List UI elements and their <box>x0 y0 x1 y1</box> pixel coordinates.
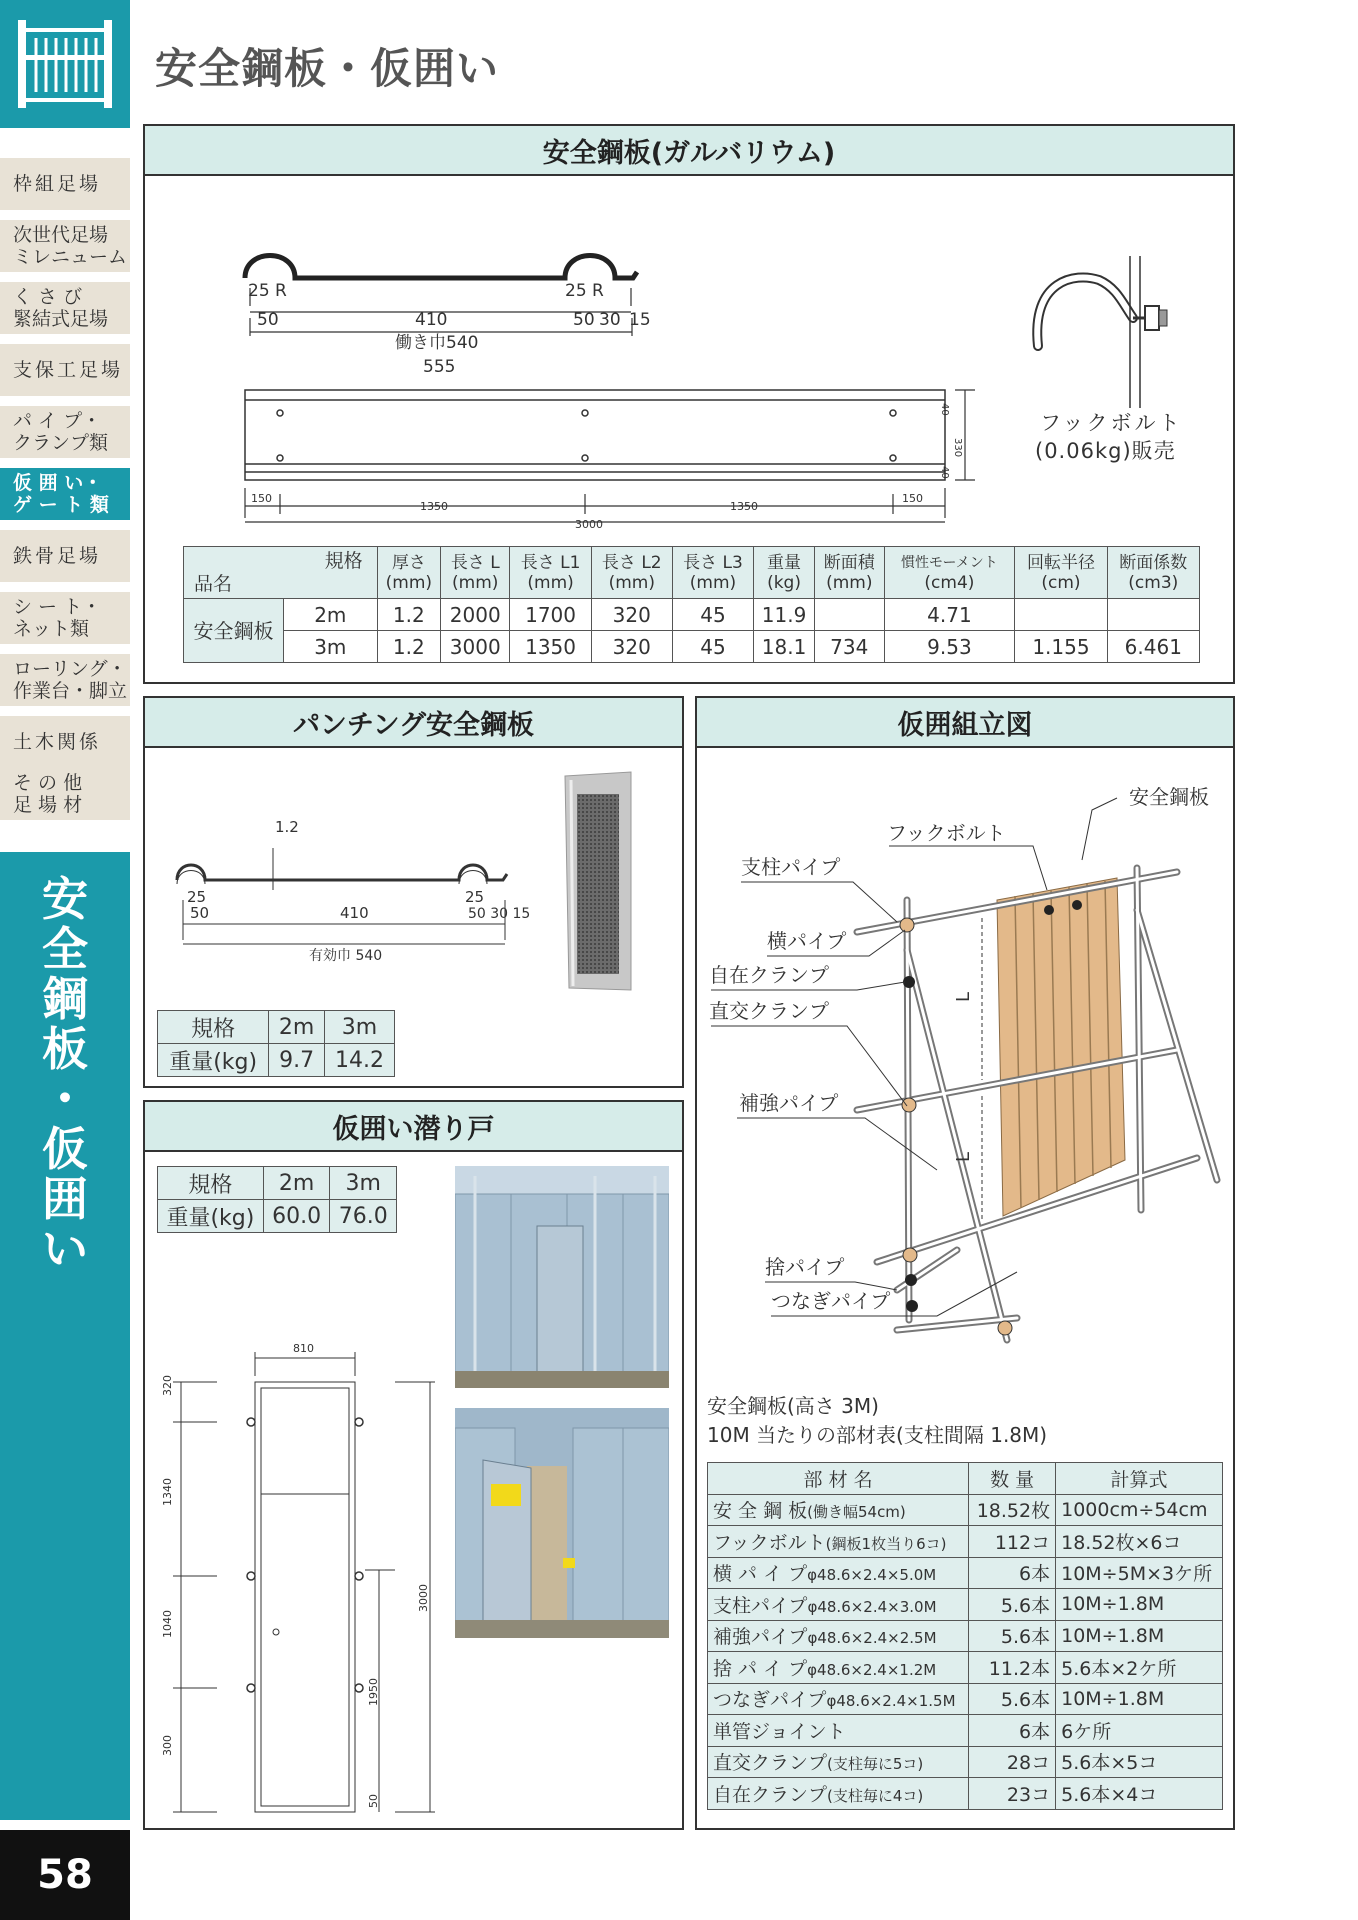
spec-cell: 9.53 <box>884 631 1015 663</box>
profile-w50a: 50 <box>257 310 279 330</box>
spec-header <box>1015 547 1107 599</box>
label-brace-pipe: 補強パイプ <box>739 1091 839 1115</box>
door-h1340: 1340 <box>161 1478 174 1506</box>
sidebar-item-label: ネット類 <box>13 618 90 640</box>
parts-qty: 5.6本 <box>969 1620 1056 1652</box>
punch-r1: 25 <box>187 888 207 906</box>
sidebar-item-label: 支保工足場 <box>13 359 124 381</box>
punch-w410: 410 <box>340 904 369 922</box>
profile-total-width: 555 <box>423 357 456 377</box>
profile-w30: 30 <box>599 310 621 330</box>
spec-cell: 1700 <box>510 599 591 631</box>
label-horizontal-pipe: 横パイプ <box>767 929 847 953</box>
parts-spec: (働き幅54cm) <box>807 1503 906 1522</box>
spec-cell: 6.461 <box>1107 631 1199 663</box>
parts-header-qty: 数 量 <box>969 1463 1056 1495</box>
parts-formula: 6ケ所 <box>1056 1715 1223 1747</box>
assembly-panel <box>695 696 1235 1830</box>
spec-header-unit: (cm4) <box>924 572 975 593</box>
plate-h40b: 40 <box>939 466 950 479</box>
spec-cell: 320 <box>591 599 672 631</box>
banner-char: 囲 <box>42 1172 88 1226</box>
parts-header-name: 部 材 名 <box>708 1463 969 1495</box>
spec-cell: 1.155 <box>1015 631 1107 663</box>
assembly-L2: L <box>953 1151 974 1162</box>
parts-name-cell <box>708 1494 969 1526</box>
punch-spec-label: 規格 <box>158 1011 269 1044</box>
parts-formula: 10M÷1.8M <box>1056 1683 1223 1715</box>
door-h300: 300 <box>161 1735 174 1756</box>
spec-cell: 18.1 <box>754 631 815 663</box>
section-banner <box>0 852 130 1820</box>
spec-cell: 3000 <box>441 631 510 663</box>
fence-icon <box>0 0 130 128</box>
sidebar-item-1[interactable] <box>0 220 130 272</box>
parts-row <box>708 1620 1223 1652</box>
spec-size: 3m <box>284 631 378 663</box>
parts-name-cell <box>708 1652 969 1684</box>
page-number: 58 <box>0 1830 130 1920</box>
parts-table <box>707 1462 1223 1810</box>
sidebar-item-label: く さ び <box>13 286 83 308</box>
door-h1040: 1040 <box>161 1610 174 1638</box>
steel-plates <box>997 878 1125 1216</box>
door-w810: 810 <box>293 1342 314 1355</box>
sidebar-item-5[interactable] <box>0 468 130 520</box>
door-panel <box>143 1100 684 1830</box>
parts-qty: 28コ <box>969 1746 1056 1778</box>
label-hook-bolt: フックボルト <box>887 821 1006 845</box>
sidebar-item-0[interactable] <box>0 158 130 210</box>
sidebar-item-8[interactable] <box>0 654 130 706</box>
profile-r1: 25 R <box>248 281 287 301</box>
profile-w50b: 50 <box>573 310 595 330</box>
spec-header-label: 重量 <box>767 552 802 573</box>
parts-name: 支柱パイプ <box>713 1594 808 1617</box>
spec-header <box>814 547 884 599</box>
hook-bolt-icon <box>1037 256 1167 408</box>
spec-cell: 2000 <box>441 599 510 631</box>
sidebar-item-10[interactable] <box>0 768 130 820</box>
parts-formula: 18.52枚×6コ <box>1056 1526 1223 1558</box>
spec-header-unit: (cm3) <box>1128 572 1179 593</box>
spec-cell: 320 <box>591 631 672 663</box>
sidebar-item-label: 土木関係 <box>13 731 102 753</box>
spec-header-unit: (mm) <box>826 572 873 593</box>
label-stake-pipe: 捨パイプ <box>765 1255 845 1279</box>
spec-header-label: 慣性モーメント <box>901 554 998 571</box>
profile-w15: 15 <box>629 310 651 330</box>
punch-weight-2m: 9.7 <box>269 1044 325 1077</box>
banner-char: 鋼 <box>42 972 88 1026</box>
spec-cell: 11.9 <box>754 599 815 631</box>
plate-d1350a: 1350 <box>420 500 448 513</box>
spec-header <box>754 547 815 599</box>
assembly-drawing <box>697 750 1233 1370</box>
parts-name-cell <box>708 1589 969 1621</box>
parts-qty: 23コ <box>969 1778 1056 1810</box>
parts-name-cell <box>708 1746 969 1778</box>
spec-header-unit: (mm) <box>452 572 499 593</box>
spec-cell: 734 <box>814 631 884 663</box>
label-post-pipe: 支柱パイプ <box>741 855 841 879</box>
label-tie-pipe: つなぎパイプ <box>771 1289 891 1313</box>
sidebar-item-label: 仮 囲 い・ <box>13 472 103 494</box>
parts-qty: 18.52枚 <box>969 1494 1056 1526</box>
parts-qty: 112コ <box>969 1526 1056 1558</box>
spec-header <box>441 547 510 599</box>
spec-header <box>884 547 1015 599</box>
parts-spec: (鋼板1枚当り6コ) <box>825 1534 947 1553</box>
parts-name-cell <box>708 1683 969 1715</box>
spec-header-label: 長さ L <box>450 552 500 573</box>
sidebar-item-label: ローリング・ <box>13 658 127 680</box>
profile-r2: 25 R <box>565 281 604 301</box>
spec-header <box>377 547 440 599</box>
plate-d1350b: 1350 <box>730 500 758 513</box>
sidebar-item-3[interactable] <box>0 344 130 396</box>
parts-row <box>708 1589 1223 1621</box>
sidebar-item-label: パ イ プ・ <box>13 410 102 432</box>
door-photo-closed <box>455 1166 669 1388</box>
spec-header-label: 長さ L3 <box>683 552 743 573</box>
sidebar-item-label: シ ー ト・ <box>13 596 102 618</box>
door-weight-label: 重量(kg) <box>158 1200 264 1233</box>
sidebar-item-label: 枠組足場 <box>13 173 102 195</box>
sidebar-item-9[interactable] <box>0 716 130 768</box>
sidebar-item-label: そ の 他 <box>13 772 83 794</box>
spec-header-label: 断面積 <box>823 552 875 573</box>
assembly-title: 仮囲組立図 <box>697 698 1233 748</box>
sidebar-item-label: 緊結式足場 <box>13 308 109 330</box>
parts-name-cell <box>708 1715 969 1747</box>
spec-header <box>1107 547 1199 599</box>
plate-h40a: 40 <box>939 403 950 416</box>
spec-cell: 4.71 <box>884 599 1015 631</box>
punching-title: パンチング安全鋼板 <box>145 698 682 748</box>
galvalume-title: 安全鋼板(ガルバリウム) <box>145 126 1233 176</box>
hook-caption-2: (0.06kg)販売 <box>1035 439 1176 463</box>
door-h320: 320 <box>161 1375 174 1396</box>
spec-header <box>510 547 591 599</box>
banner-char: ・ <box>42 1072 88 1126</box>
assembly-L1: L <box>953 991 974 1002</box>
parts-row <box>708 1715 1223 1747</box>
parts-name: 単管ジョイント <box>713 1720 846 1743</box>
spec-header-label: 回転半径 <box>1026 552 1095 573</box>
parts-formula: 10M÷1.8M <box>1056 1589 1223 1621</box>
parts-spec: φ48.6×2.4×1.2M <box>807 1660 937 1679</box>
sidebar-item-label: 鉄骨足場 <box>13 545 102 567</box>
parts-spec: φ48.6×2.4×1.5M <box>826 1692 956 1711</box>
parts-name-cell <box>708 1778 969 1810</box>
punch-size-2m: 2m <box>269 1011 325 1044</box>
parts-formula: 10M÷1.8M <box>1056 1620 1223 1652</box>
door-weight-2m: 60.0 <box>263 1200 330 1233</box>
parts-formula: 5.6本×4コ <box>1056 1778 1223 1810</box>
plate-h330: 330 <box>952 438 963 458</box>
spec-header-unit: (mm) <box>608 572 655 593</box>
parts-name-cell <box>708 1526 969 1558</box>
punch-w-right: 50 30 15 <box>468 906 531 922</box>
parts-qty: 6本 <box>969 1557 1056 1589</box>
parts-spec: φ48.6×2.4×2.5M <box>807 1629 937 1648</box>
parts-row <box>708 1683 1223 1715</box>
parts-name-cell <box>708 1620 969 1652</box>
sidebar-item-label: 足 場 材 <box>13 794 83 816</box>
spec-header <box>591 547 672 599</box>
parts-row <box>708 1778 1223 1810</box>
parts-name-cell <box>708 1557 969 1589</box>
assembly-note <box>707 1392 1047 1450</box>
punch-r2: 25 <box>465 888 485 906</box>
parts-spec: φ48.6×2.4×5.0M <box>807 1566 937 1585</box>
door-drawing <box>145 1322 445 1822</box>
spec-row <box>184 599 1200 631</box>
parts-row <box>708 1652 1223 1684</box>
page-title: 安全鋼板・仮囲い <box>155 44 500 93</box>
plate-d3000: 3000 <box>575 518 603 531</box>
label-steel-plate: 安全鋼板 <box>1129 785 1209 809</box>
parts-name: 自在クランプ <box>713 1783 828 1806</box>
parts-formula: 1000cm÷54cm <box>1056 1494 1223 1526</box>
galvalume-panel <box>143 124 1235 684</box>
sidebar-item-label: 次世代足場 <box>13 224 109 246</box>
parts-formula: 5.6本×2ケ所 <box>1056 1652 1223 1684</box>
spec-row <box>184 631 1200 663</box>
spec-header-unit: (kg) <box>767 572 801 593</box>
door-spec-label: 規格 <box>158 1167 264 1200</box>
label-swivel-clamp: 自在クランプ <box>709 963 829 987</box>
punch-effective: 有効巾 540 <box>309 948 383 964</box>
spec-header-unit: (mm) <box>689 572 737 593</box>
spec-header-unit: (mm) <box>385 572 433 593</box>
parts-qty: 5.6本 <box>969 1589 1056 1621</box>
door-size-3m: 3m <box>330 1167 397 1200</box>
section-banner-text <box>0 874 130 1274</box>
banner-char: 安 <box>42 872 88 926</box>
parts-formula: 10M÷5M×3ケ所 <box>1056 1557 1223 1589</box>
spec-header-unit: (cm) <box>1041 572 1081 593</box>
assembly-note-1: 安全鋼板(高さ 3M) <box>707 1394 879 1418</box>
sidebar-item-2[interactable] <box>0 282 130 334</box>
parts-formula: 5.6本×5コ <box>1056 1746 1223 1778</box>
door-photo-open <box>455 1408 669 1638</box>
spec-cell <box>814 599 884 631</box>
spec-cell: 1.2 <box>377 599 440 631</box>
door-h50: 50 <box>367 1794 380 1808</box>
spec-cell <box>1015 599 1107 631</box>
spec-header <box>672 547 753 599</box>
door-h1950: 1950 <box>367 1678 380 1706</box>
sidebar-item-label: クランプ類 <box>13 432 109 454</box>
banner-char: 全 <box>42 922 88 976</box>
sidebar-item-label: ゲ ー ト 類 <box>13 494 109 516</box>
plate-d150b: 150 <box>902 492 923 505</box>
category-logo <box>0 0 130 128</box>
door-weight-3m: 76.0 <box>330 1200 397 1233</box>
punching-drawing <box>145 750 682 1000</box>
assembly-note-2: 10M 当たりの部材表(支柱間隔 1.8M) <box>707 1423 1048 1447</box>
parts-name: つなぎパイプ <box>713 1689 827 1712</box>
door-h3000: 3000 <box>417 1584 430 1612</box>
spec-header-label: 長さ L2 <box>601 552 662 573</box>
punching-panel <box>143 696 684 1088</box>
banner-char: い <box>42 1222 88 1276</box>
punching-weight-table <box>157 1010 395 1077</box>
parts-spec: (支柱毎に5コ) <box>827 1755 924 1774</box>
parts-row <box>708 1557 1223 1589</box>
spec-cell: 45 <box>672 599 753 631</box>
parts-name: 横 パ イ プ <box>713 1563 808 1586</box>
punch-size-3m: 3m <box>324 1011 394 1044</box>
sidebar-item-label: 作業台・脚立 <box>13 680 128 702</box>
parts-spec: (支柱毎に4コ) <box>827 1786 924 1805</box>
parts-qty: 5.6本 <box>969 1683 1056 1715</box>
punch-weight-3m: 14.2 <box>324 1044 394 1077</box>
spec-header-unit: (mm) <box>527 572 574 593</box>
spec-cell <box>1107 599 1199 631</box>
label-fixed-clamp: 直交クランプ <box>709 999 829 1023</box>
hook-caption-1: フックボルト <box>1040 411 1183 435</box>
galvalume-spec-table <box>183 546 1200 663</box>
parts-qty: 11.2本 <box>969 1652 1056 1684</box>
parts-name: フックボルト <box>713 1531 826 1554</box>
door-title: 仮囲い潜り戸 <box>145 1102 682 1152</box>
banner-char: 仮 <box>42 1122 88 1176</box>
spec-cell: 45 <box>672 631 753 663</box>
parts-spec: φ48.6×2.4×3.0M <box>807 1597 937 1616</box>
punching-plate-photo <box>565 772 631 990</box>
spec-cell: 1350 <box>510 631 591 663</box>
spec-corner: 規格 品名 <box>184 547 378 599</box>
sidebar-item-label: ミレニューム <box>13 246 128 268</box>
parts-row <box>708 1494 1223 1526</box>
parts-header-formula: 計算式 <box>1056 1463 1223 1495</box>
spec-header-label: 断面係数 <box>1119 552 1188 573</box>
sidebar-item-4[interactable] <box>0 406 130 458</box>
punch-t: 1.2 <box>275 818 299 836</box>
banner-char: 板 <box>42 1022 88 1076</box>
parts-name: 捨 パ イ プ <box>713 1657 808 1680</box>
profile-working-width: 働き巾540 <box>395 333 479 353</box>
plate-d150a: 150 <box>251 492 272 505</box>
spec-size: 2m <box>284 599 378 631</box>
door-size-2m: 2m <box>263 1167 330 1200</box>
parts-name: 安 全 鋼 板 <box>713 1500 808 1523</box>
profile-w410: 410 <box>415 310 448 330</box>
spec-header-label: 長さ L1 <box>520 552 581 573</box>
parts-name: 直交クランプ <box>713 1752 828 1775</box>
door-weight-table <box>157 1166 397 1233</box>
punch-w50a: 50 <box>190 904 210 922</box>
spec-product: 安全鋼板 <box>184 599 284 663</box>
sidebar-item-7[interactable] <box>0 592 130 644</box>
spec-header-label: 厚さ <box>391 552 426 573</box>
sidebar-item-6[interactable] <box>0 530 130 582</box>
parts-name: 補強パイプ <box>713 1626 808 1649</box>
parts-qty: 6本 <box>969 1715 1056 1747</box>
parts-row <box>708 1526 1223 1558</box>
spec-cell: 1.2 <box>377 631 440 663</box>
parts-row <box>708 1746 1223 1778</box>
punch-weight-label: 重量(kg) <box>158 1044 269 1077</box>
